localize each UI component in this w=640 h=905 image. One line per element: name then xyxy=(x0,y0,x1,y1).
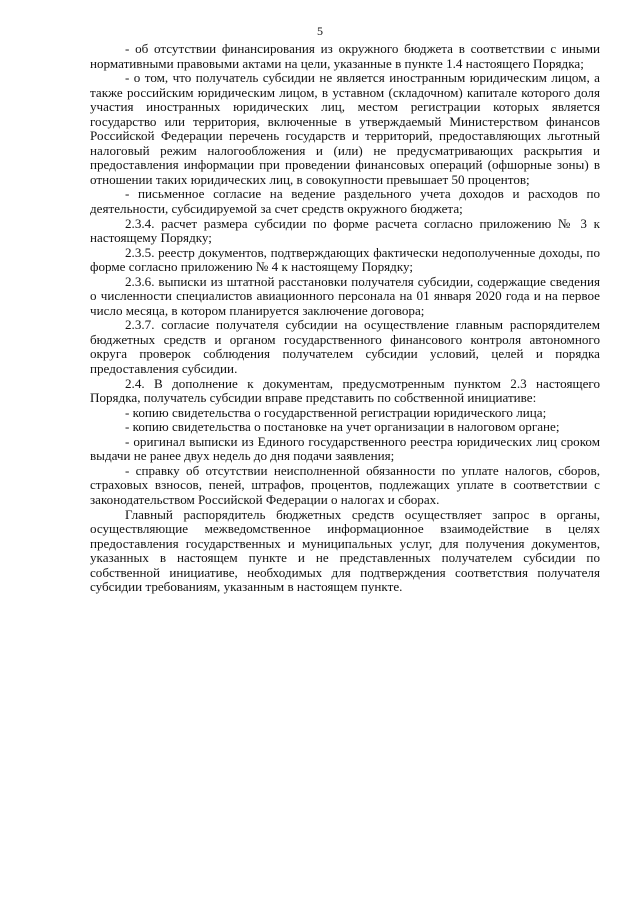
paragraph-2-3-7: 2.3.7. согласие получателя субсидии на осуществление главным распорядителем бюджетных средств и органом государственного финансового контроля автономного округа проверок соблюдения получателем субсидии условий, целей и порядка предоставления субсидии. xyxy=(90,317,600,377)
paragraph-separate-accounting-consent: - письменное согласие на ведение раздельного учета доходов и расходов по деятельности, субсидируемой за счет средств окружного бюджета; xyxy=(90,186,600,217)
list-item-tax-debt-certificate: - справку об отсутствии неисполненной обязанности по уплате налогов, сборов, страховых взносов, пеней, штрафов, процентов, подлежащих уплате в соответствии с законодательством Российской Федерации о налогах и сборах. xyxy=(90,462,600,507)
paragraph-2-3-5: 2.3.5. реестр документов, подтверждающих фактически недополученные доходы, по форме согласно приложению № 4 к настоящему Порядку; xyxy=(90,244,600,275)
page-number: 5 xyxy=(317,24,323,38)
document-body xyxy=(90,42,600,595)
paragraph-2-3-6: 2.3.6. выписки из штатной расстановки получателя субсидии, содержащие сведения о численности специалистов авиационного персонала на 01 января 2020 года и на первое число месяца, в котором планируется заключение договора; xyxy=(90,273,600,318)
list-item-egrul-extract: - оригинал выписки из Единого государственного реестра юридических лиц сроком выдачи не ранее двух недель до дня подачи заявления; xyxy=(90,433,600,464)
paragraph-not-foreign-entity: - о том, что получатель субсидии не является иностранным юридическим лицом, а также российским юридическим лицом, в уставном (складочном) капитале которого доля участия иностранных юридических лиц, местом регистрации которых является государство или территория, включенные в утверждаемый Министерством финансов Российской Федерации перечень государств и территорий, предоставляющих льготный налоговый режим налогообложения и (или) не предусматривающих раскрытия и предоставления информации при проведении финансовых операций (офшорные зоны) в отношении таких юридических лиц, в совокупности превышает 50 процентов; xyxy=(90,70,600,187)
paragraph-financing-absence: - об отсутствии финансирования из окружного бюджета в соответствии с иными нормативными правовыми актами на цели, указанные в пункте 1.4 настоящего Порядка; xyxy=(90,41,600,71)
paragraph-2-3-4: 2.3.4. расчет размера субсидии по форме расчета согласно приложению № 3 к настоящему Порядку; xyxy=(90,215,600,246)
list-item-registration-certificate: - копию свидетельства о государственной регистрации юридического лица; xyxy=(125,404,547,420)
list-item-tax-registration-certificate: - копию свидетельства о постановке на учет организации в налоговом органе; xyxy=(125,419,560,435)
paragraph-2-4: 2.4. В дополнение к документам, предусмотренным пунктом 2.3 настоящего Порядка, получатель субсидии вправе представить по собственной инициативе: xyxy=(90,375,600,406)
paragraph-interagency-request: Главный распорядитель бюджетных средств осуществляет запрос в органы, осуществляющие межведомственное информационное взаимодействие в целях предоставления государственных и муниципальных услуг, для получения документов, указанных в настоящем пункте и не представленных получателем субсидии по собственной инициативе, необходимых для подтверждения соответствия получателя субсидии требованиям, указанным в настоящем пункте. xyxy=(90,506,600,595)
